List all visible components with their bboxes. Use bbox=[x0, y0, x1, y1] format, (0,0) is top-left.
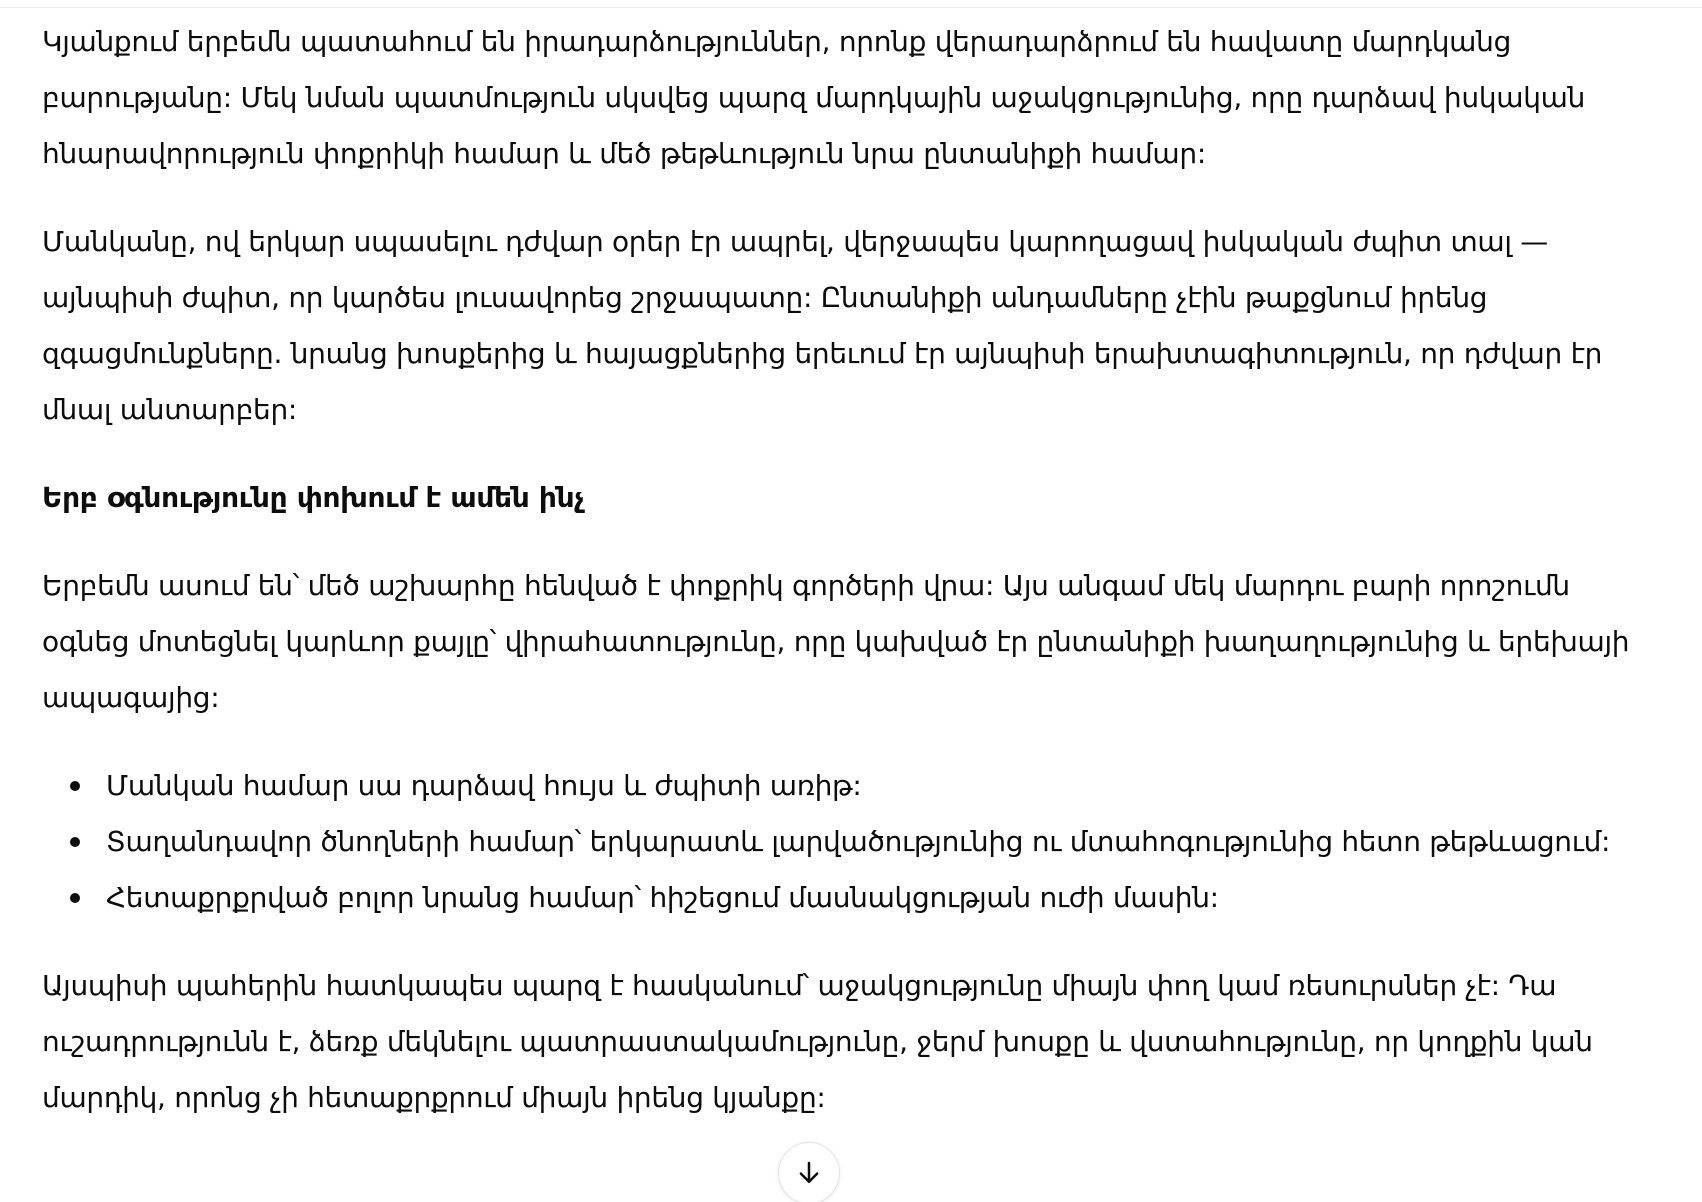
list-item bbox=[106, 870, 1642, 926]
bullet-list bbox=[42, 758, 1642, 926]
scroll-to-bottom-button[interactable] bbox=[778, 1142, 840, 1202]
top-divider bbox=[0, 7, 1702, 8]
list-item-text: Մանկան համար սա դարձավ հույս և ժպիտի առիթ: bbox=[106, 769, 862, 802]
list-item-text: Հետաքրքրված բոլոր նրանց համար՝ հիշեցում մասնակցության ուժի մասին: bbox=[106, 881, 1219, 914]
bullet-icon bbox=[70, 837, 80, 847]
bullet-icon bbox=[70, 893, 80, 903]
paragraph-conclusion: Այսպիսի պահերին հատկապես պարզ է հասկանում՝ աջակցությունը միայն փող կամ ռեսուրսներ չէ: Դա ուշադրությունն է, ձեռք մեկնելու պատրաստակամությունը, ջերմ խոսքը և վստահությունը, որ կողքին կան մարդիկ, որոնց չի հետաքրքրում միայն իրենց կյանքը: bbox=[42, 969, 1593, 1114]
chat-message-content bbox=[42, 14, 1642, 1158]
list-item bbox=[106, 758, 1642, 814]
paragraph-small-deeds: Երբեմն ասում են՝ մեծ աշխարհը հենված է փոքրիկ գործերի վրա: Այս անգամ մեկ մարդու բարի որոշումն օգնեց մոտեցնել կարևոր քայլը՝ վիրահատությունը, որը կախված էր ընտանիքի խաղաղությունից և երեխայի ապագայից: bbox=[42, 569, 1630, 714]
paragraph-smile: Մանկանը, ով երկար սպասելու դժվար օրեր էր ապրել, վերջապես կարողացավ իսկական ժպիտ տալ — այնպիսի ժպիտ, որ կարծես լուսավորեց շրջապատը: Ընտանիքի անդամները չէին թաքցնում իրենց զգացմունքները. նրանց խոսքերից և հայացքներից երեւում էր այնպիսի երախտագիտություն, որ դժվար էր մնալ անտարբեր: bbox=[42, 225, 1603, 426]
section-heading: Երբ օգնությունը փոխում է ամեն ինչ bbox=[42, 481, 585, 514]
list-item bbox=[106, 814, 1642, 870]
bullet-icon bbox=[70, 781, 80, 791]
arrow-down-icon bbox=[794, 1158, 824, 1188]
paragraph-intro: Կյանքում երբեմն պատահում են իրադարձություններ, որոնք վերադարձրում են հավատը մարդկանց բարությանը: Մեկ նման պատմություն սկսվեց պարզ մարդկային աջակցությունից, որը դարձավ իսկական հնարավորություն փոքրիկի համար և մեծ թեթևություն նրա ընտանիքի համար: bbox=[42, 25, 1586, 170]
list-item-text: Տաղանդավոր ծնողների համար՝ երկարատև լարվածությունից ու մտահոգությունից հետո թեթևացում: bbox=[106, 825, 1611, 858]
